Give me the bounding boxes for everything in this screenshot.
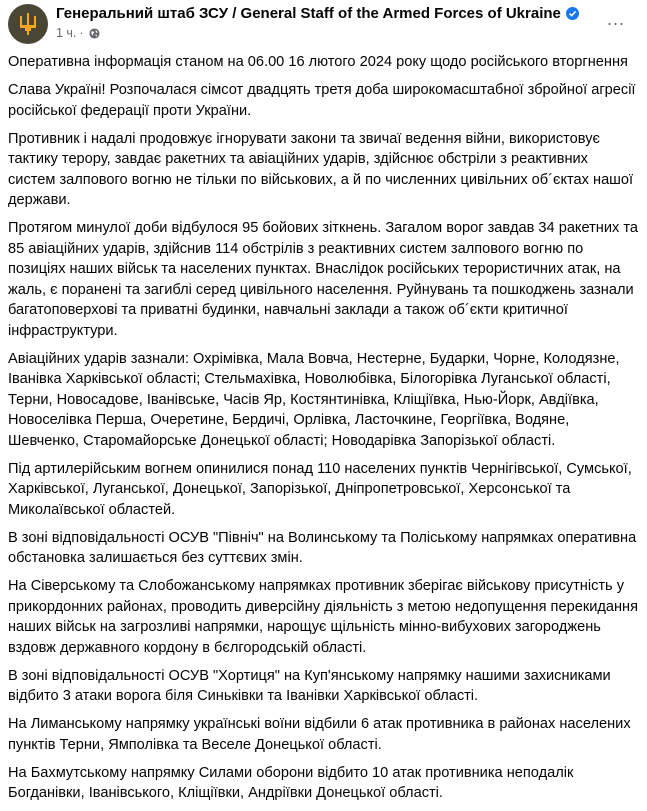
avatar[interactable] <box>8 4 48 44</box>
verified-badge-icon <box>566 7 579 20</box>
post-paragraph: Авіаційних ударів зазнали: Охрімівка, Мала Вовча, Нестерне, Бударки, Чорне, Колодязне, Іванівка Харківської області; Стельмахівка, Новолюбівка, Білогорівка Луганської області, Терни, Новосадове, Іванівське, Часів Яр, Костянтинівка, Кліщіївка, Нью-Йорк, Авдіївка, Новоселівка Перша, Очеретине, Бердичі, Орлівка, Ласточкине, Георгіївка, Водяне, Шевченко, Старомайорське Донецької області; Новодарівка Запорізької області. <box>8 350 620 449</box>
post-paragraph: В зоні відповідальності ОСУВ "Північ" на Волинському та Поліському напрямках оперативна обстановка залишається без суттєвих змін. <box>8 529 637 566</box>
post-paragraph: Під артилерійським вогнем опинилися понад 110 населених пунктів Чернігівської, Сумської, Харківської, Луганської, Донецької, Запорізької, Дніпропетровської, Херсонської та Миколаївської областей. <box>8 460 632 518</box>
post-paragraph: В зоні відповідальності ОСУВ "Хортиця" на Куп'янському напрямку нашими захисниками відбито 3 атаки ворога біля Синьківки та Іванівки Харківської області. <box>8 667 611 704</box>
author-name[interactable]: Генеральний штаб ЗСУ / General Staff of the Armed Forces of Ukraine <box>56 5 561 22</box>
post-paragraph: Слава Україні! Розпочалася сімсот двадцять третя доба широкомасштабної збройної агресії російської федерації проти України. <box>8 82 636 119</box>
timestamp[interactable]: 1 ч. <box>56 26 77 40</box>
trident-icon <box>19 13 37 35</box>
globe-icon <box>89 28 100 39</box>
author-name-row <box>56 5 579 22</box>
more-options-icon[interactable]: ... <box>606 9 625 29</box>
post-paragraph: На Бахмутському напрямку Силами оборони відбито 10 атак противника неподалік Богданівки, Іванівського, Кліщіївки, Андріївки Донецької області. <box>8 764 574 801</box>
post-paragraph: Противник і надалі продовжує ігнорувати закони та звичаї ведення війни, використовує тактику терору, завдає ракетних та авіаційних ударів, здійснює обстріли з реактивних систем залпового вогню не тільки по військових, а й по численних цивільних об´єктах нашої держави. <box>8 130 634 208</box>
meta-separator: · <box>79 26 84 40</box>
post-meta <box>56 26 100 40</box>
post-paragraph: На Лиманському напрямку українські воїни відбили 6 атак противника в районах населених пунктів Терни, Ямполівка та Веселе Донецької області. <box>8 716 631 753</box>
post-header <box>8 4 639 44</box>
post-paragraph: Протягом минулої доби відбулося 95 бойових зіткнень. Загалом ворог завдав 34 ракетних та 85 авіаційних ударів, здійснив 114 обстрілів з реактивних систем залпового вогню по позиціях наших військ та населених пунктах. Внаслідок російських терористичних атак, на жаль, є поранені та загиблі серед цивільного населення. Руйнувань та пошкоджень зазнали багатоповерхові та приватні будинки, навчальні заклади а також об´єкти критичної інфраструктури. <box>8 220 638 339</box>
post-paragraph: На Сіверському та Слобожанському напрямках противник зберігає військову присутність у прикордонних районах, проводить диверсійну діяльність з метою недопущення перекидання наших військ на загрозливі напрямки, нарощує щільність мінно-вибухових загороджень вздовж державного кордону в бєлгородській області. <box>8 578 639 656</box>
post-paragraph: Оперативна інформація станом на 06.00 16 лютого 2024 року щодо російського вторгнення <box>8 54 628 70</box>
post-body <box>8 52 638 811</box>
